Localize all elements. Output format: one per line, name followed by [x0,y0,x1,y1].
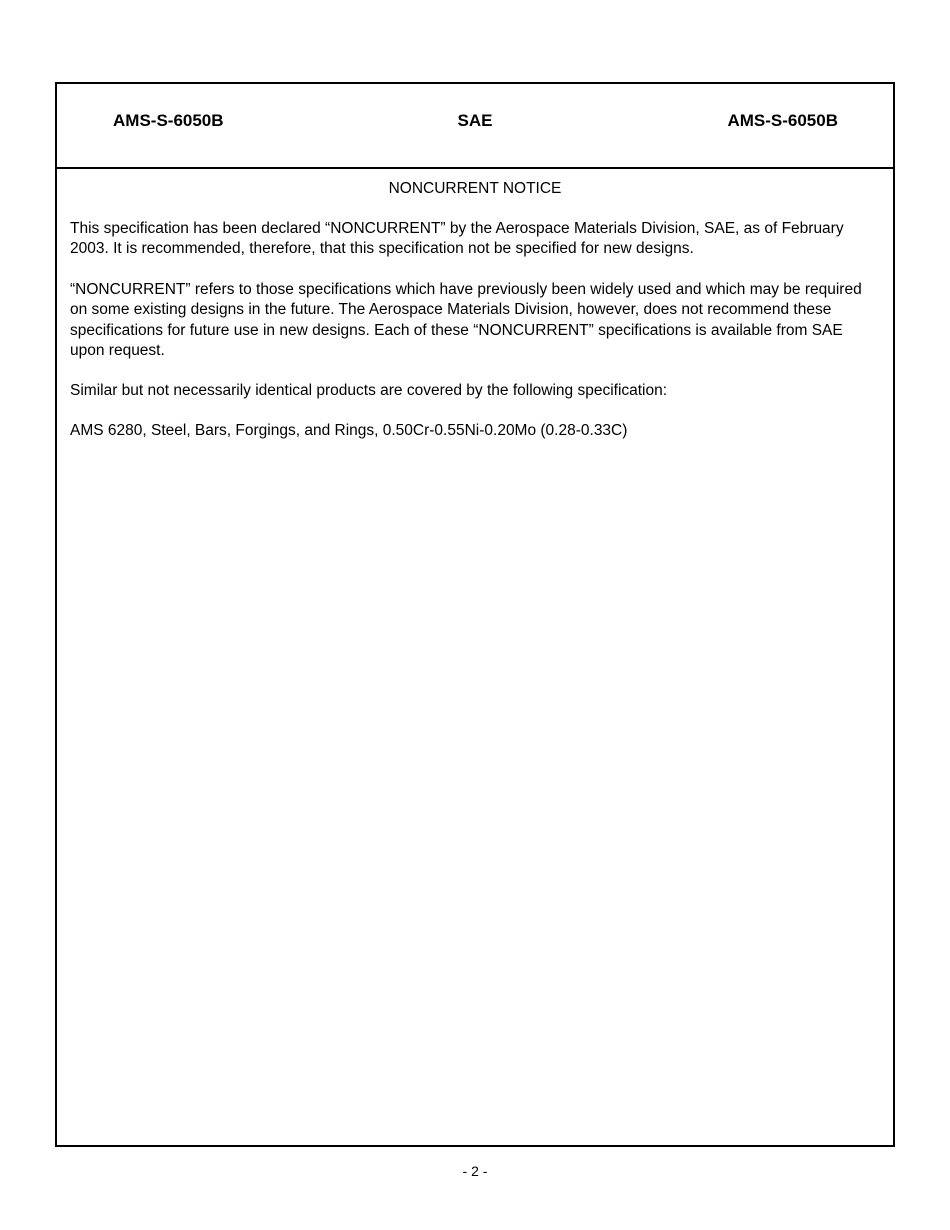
header-organization: SAE [457,111,493,130]
page-number: - 2 - [462,1163,488,1179]
header-spec-code-left: AMS-S-6050B [113,111,224,130]
notice-title: NONCURRENT NOTICE [388,180,562,197]
page-frame [55,82,895,1147]
paragraph-noncurrent-definition: “NONCURRENT” refers to those specifications which have previously been widely used and which may be required on some existing designs in the future. The Aerospace Materials Division, however, does not recommend these specifications for future use in new designs. Each of these “NONCURRENT” specifications is available from SAE upon request. [70,281,862,359]
paragraph-noncurrent-declaration: This specification has been declared “NONCURRENT” by the Aerospace Materials Division, SAE, as of February 2003. It is recommended, therefore, that this specification not be specified for new designs. [70,220,844,258]
paragraph-replacement-spec: AMS 6280, Steel, Bars, Forgings, and Rings, 0.50Cr-0.55Ni-0.20Mo (0.28-0.33C) [70,422,628,439]
header-spec-code-right: AMS-S-6050B [727,111,838,130]
paragraph-similar-products: Similar but not necessarily identical products are covered by the following specification: [70,382,668,399]
document-header [57,84,893,169]
